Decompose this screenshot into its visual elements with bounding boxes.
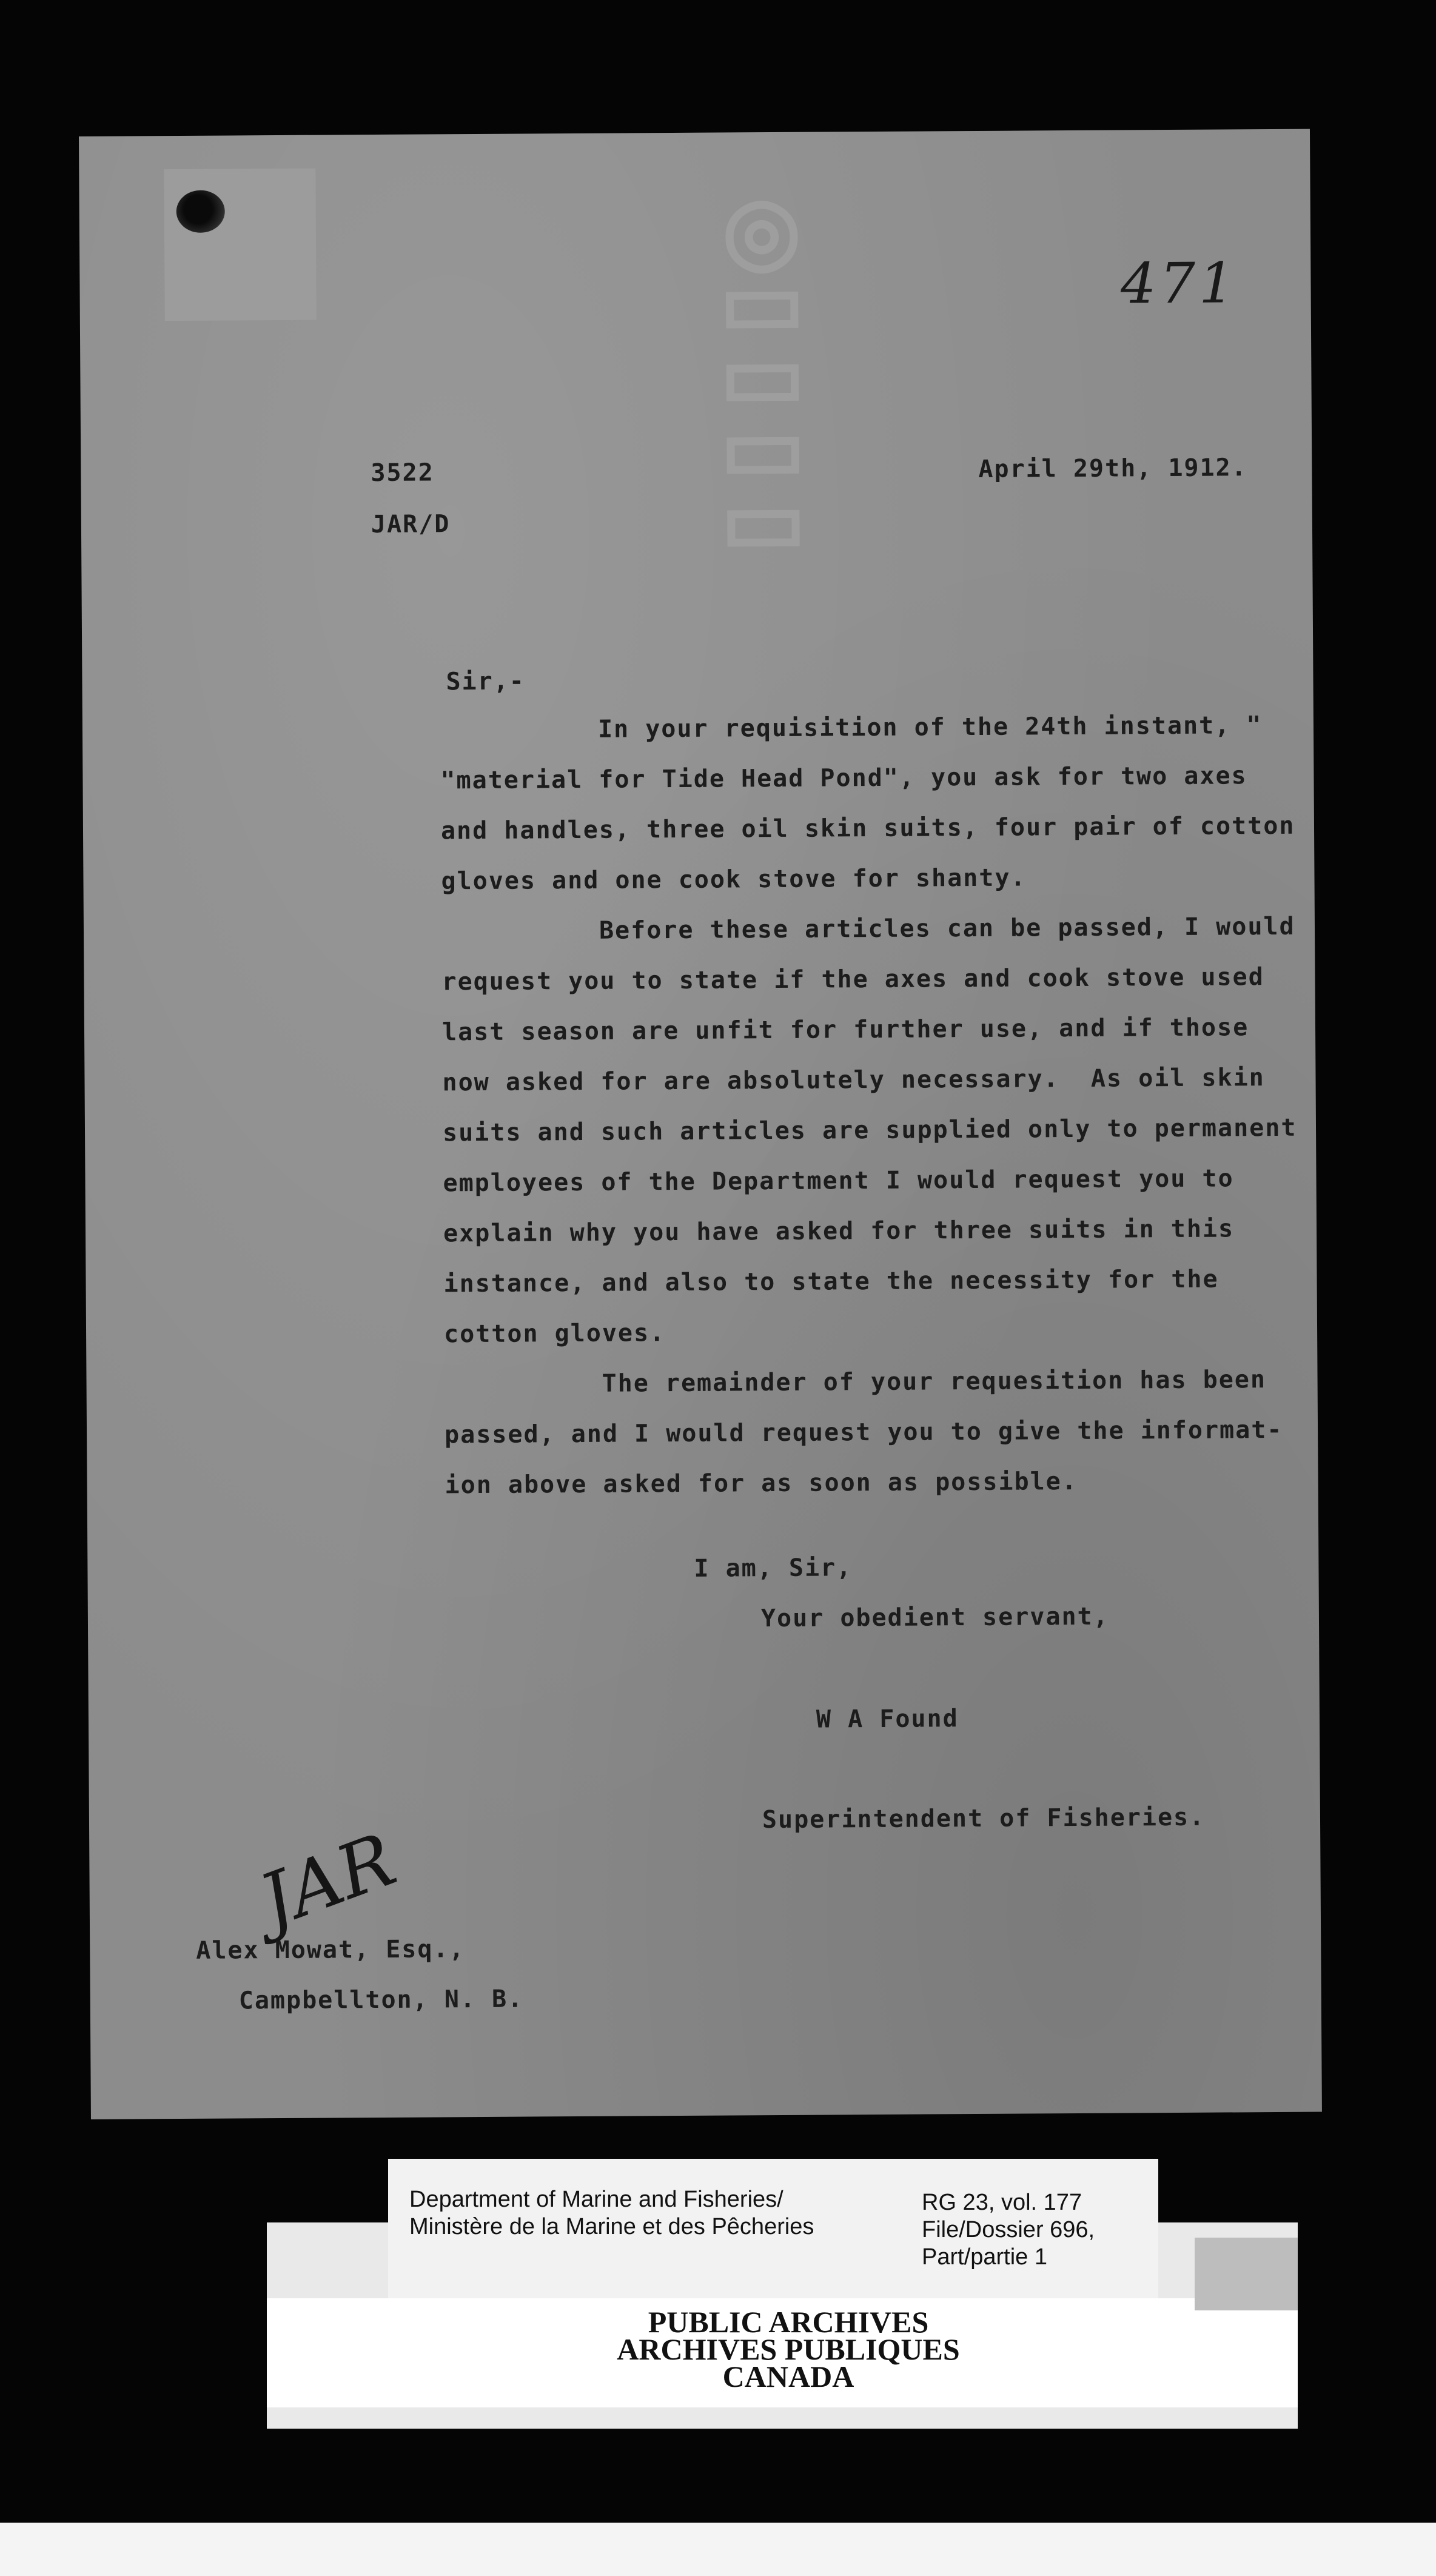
body-line: instance, and also to state the necessity for the <box>443 1265 1219 1298</box>
faint-stamp-watermark: ◎ ▭ ▭ ▭ ▭ <box>719 178 807 572</box>
letter-date: April 29th, 1912. <box>978 454 1247 483</box>
closing-line: I am, Sir, <box>694 1554 853 1583</box>
body-line: last season are unfit for further use, and if those <box>441 1013 1249 1047</box>
body-line: gloves and one cook stove for shanty. <box>441 864 1027 896</box>
archives-stamp-line-1: PUBLIC ARCHIVES <box>648 2305 929 2339</box>
addressee-name: Alex Mowat, Esq., <box>196 1935 465 1965</box>
salutation: Sir,- <box>446 667 526 696</box>
punch-area <box>164 169 317 321</box>
record-group: RG 23, vol. 177 <box>922 2190 1082 2215</box>
department-english: Department of Marine and Fisheries/ <box>409 2187 783 2212</box>
file-dossier: File/Dossier 696, <box>922 2217 1095 2242</box>
body-line: cotton gloves. <box>443 1319 666 1349</box>
archive-label-tab <box>1195 2238 1298 2310</box>
closing-line: Your obedient servant, <box>760 1602 1109 1633</box>
body-line: employees of the Department I would request you to <box>443 1164 1234 1198</box>
archives-stamp-line-2: ARCHIVES PUBLIQUES <box>617 2332 960 2366</box>
archives-stamp-line-3: CANADA <box>722 2360 854 2393</box>
body-line: Before these articles can be passed, I would <box>599 912 1295 945</box>
body-line: "material for Tide Head Pond", you ask for two axes <box>440 762 1247 795</box>
body-line: passed, and I would request you to give the informat- <box>444 1415 1283 1449</box>
body-line: ion above asked for as soon as possible. <box>445 1467 1078 1500</box>
scan-bottom-margin <box>0 2523 1436 2576</box>
part-partie: Part/partie 1 <box>922 2244 1047 2270</box>
handwritten-page-number: 471 <box>1120 250 1238 317</box>
body-line: In your requisition of the 24th instant, " <box>597 711 1263 743</box>
letter-sheet <box>79 129 1322 2119</box>
file-number: 3522 <box>371 458 434 488</box>
addressee-place: Campbellton, N. B. <box>238 1985 524 2015</box>
handwritten-initials: JAR <box>249 1817 406 1945</box>
body-line: explain why you have asked for three suits in this <box>443 1215 1235 1248</box>
body-line: now asked for are absolutely necessary. As oil skin <box>442 1064 1265 1097</box>
signatory-name: W A Found <box>816 1705 959 1734</box>
signatory-title: Superintendent of Fisheries. <box>762 1803 1206 1834</box>
typist-initials: JAR/D <box>371 510 451 539</box>
body-line: suits and such articles are supplied only to permanent <box>442 1113 1297 1147</box>
body-line: The remainder of your requesition has been <box>602 1366 1267 1398</box>
punch-hole <box>176 190 225 233</box>
body-line: and handles, three oil skin suits, four pair of cotton <box>440 811 1295 845</box>
body-line: request you to state if the axes and cook stove used <box>441 963 1264 996</box>
department-french: Ministère de la Marine et des Pêcheries <box>409 2214 814 2239</box>
